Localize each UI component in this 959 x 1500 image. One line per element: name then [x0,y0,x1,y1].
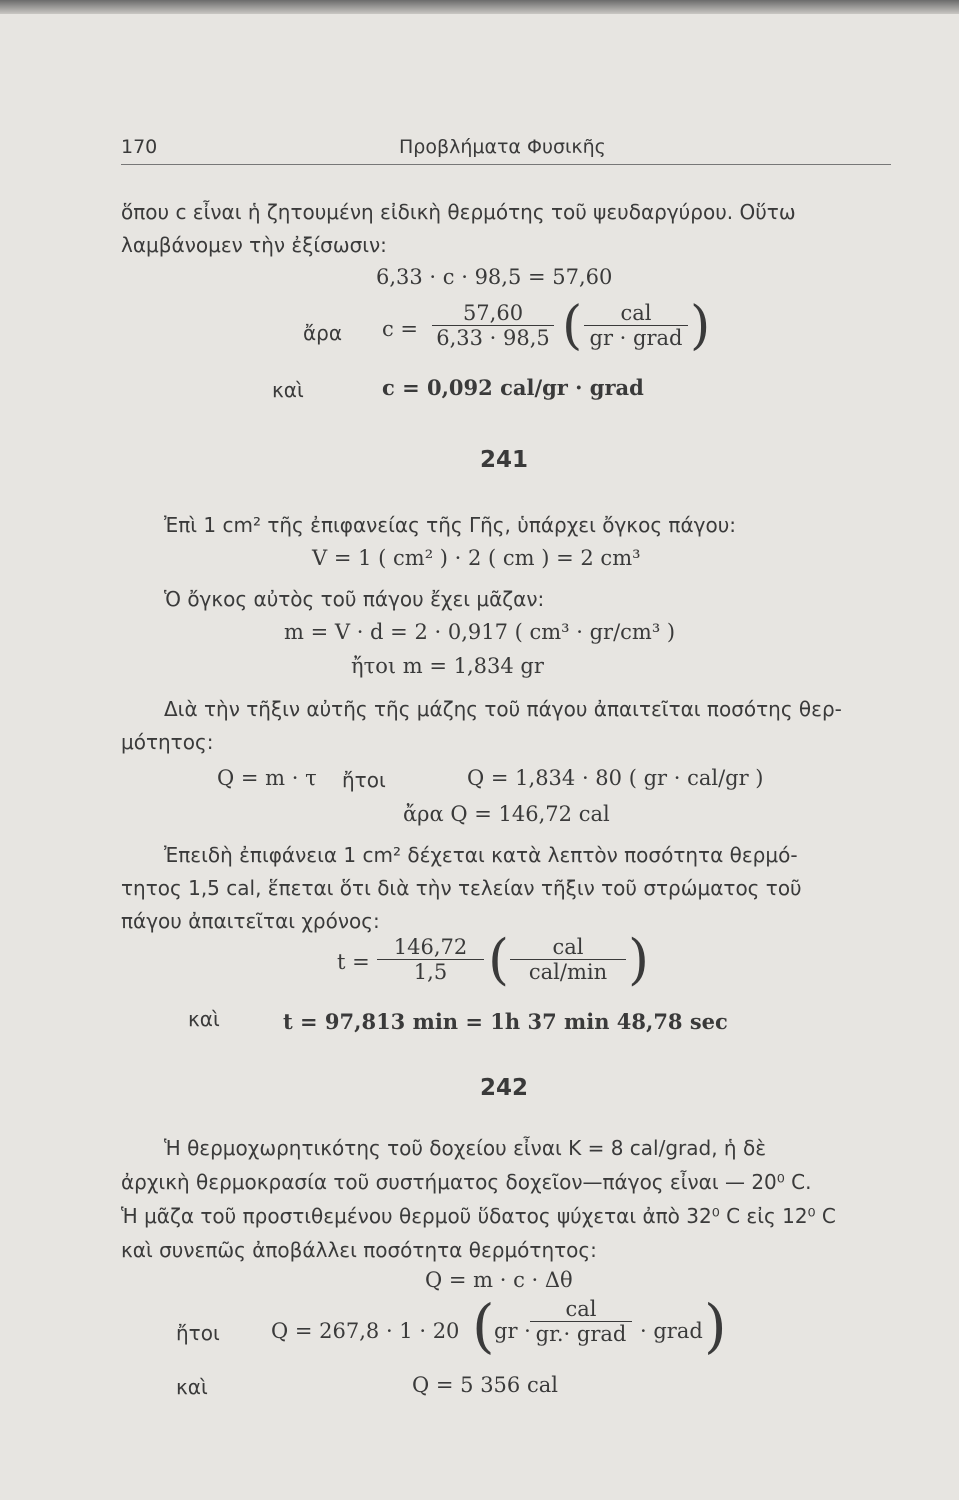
left-paren-icon: ( [488,928,510,991]
kai-label: καὶ [188,1007,220,1031]
c-equals: c = [382,317,419,341]
t-unit-denominator: cal/min [528,960,608,984]
p241-volume-eq: V = 1 ( cm² ) · 2 ( cm ) = 2 cm³ [312,546,641,570]
p241-mass-result: ἤτοι m = 1,834 gr [351,654,544,678]
t-denominator: 1,5 [413,960,448,984]
p242-unit-numerator: cal [565,1297,597,1321]
p242-unit-denominator: gr.· grad [535,1322,627,1346]
p242-line-4: καὶ συνεπῶς ἀποβάλλει ποσότητα θερμότητος: [121,1238,597,1262]
right-paren-icon: ) [690,296,711,356]
problem-number-241: 241 [480,447,529,473]
p242-heat-formula: Q = m · c · Δθ [425,1268,573,1292]
p241-line-1: Ἐπὶ 1 cm² τῆς ἐπιφανείας τῆς Γῆς, ὑπάρχει ὄγκος πάγου: [164,513,737,537]
p241-line-2: Ὁ ὄγκος αὐτὸς τοῦ πάγου ἔχει μᾶζαν: [164,587,545,611]
p242-line-2: ἀρχικὴ θερμοκρασία τοῦ συστήματος δοχεῖον—πάγος εἶναι — 20⁰ C. [121,1170,812,1194]
time-result: t = 97,813 min = 1h 37 min 48,78 sec [283,1009,728,1034]
p241-heat-formula: Q = m · τ [217,766,317,790]
t-equals: t = [337,950,370,974]
scan-top-edge [0,0,959,14]
p241-mass-eq: m = V · d = 2 · 0,917 ( cm³ · gr/cm³ ) [284,620,676,644]
c-fraction [432,301,554,350]
page-number: 170 [121,136,158,158]
p241-heat-result: ἄρα Q = 146,72 cal [403,802,610,826]
p242-heat-calc: Q = 267,8 · 1 · 20 [271,1319,460,1343]
right-paren-icon: ) [628,928,650,991]
running-title: Προβλήματα Φυσικῆς [399,136,606,158]
problem-number-242: 242 [480,1075,529,1101]
intro-line-1: ὅπου c εἶναι ἡ ζητουμένη εἰδικὴ θερμότης τοῦ ψευδαργύρου. Οὕτω [121,200,796,224]
p241-line-7: πάγου ἀπαιτεῖται χρόνος: [121,909,380,933]
kai-label: καὶ [272,378,304,402]
p241-heat-calc: Q = 1,834 · 80 ( gr · cal/gr ) [467,766,764,790]
p242-heat-result: Q = 5 356 cal [412,1373,558,1397]
p242-line-3: Ἡ μᾶζα τοῦ προστιθεμένου θερμοῦ ὕδατος ψύχεται ἀπὸ 32⁰ C εἰς 12⁰ C [121,1204,836,1228]
p241-line-6: τητος 1,5 cal, ἕπεται ὅτι διὰ τὴν τελείαν τῆξιν τοῦ στρώματος τοῦ [121,876,802,900]
ara-label: ἄρα [303,321,343,345]
page-header [121,134,891,165]
itoi-label: ἤτοι [176,1321,220,1345]
unit-numerator: cal [620,301,652,325]
p241-line-3: Διὰ τὴν τῆξιν αὐτῆς τῆς μάζης τοῦ πάγου ἀπαιτεῖται ποσότης θερ- [164,697,842,721]
p241-line-4: μότητος: [121,730,214,754]
p241-itoi: ἤτοι [342,768,386,792]
specific-heat-result: c = 0,092 cal/gr · grad [382,375,644,400]
unit-denominator: gr · grad [589,326,683,350]
p242-line-1: Ἡ θερμοχωρητικότης τοῦ δοχείου εἶναι K = 8 cal/grad, ἡ δὲ [164,1136,767,1160]
t-unit-fraction [510,935,626,984]
unit-fraction [584,301,688,350]
p241-line-5: Ἐπειδὴ ἐπιφάνεια 1 cm² δέχεται κατὰ λεπτὸν ποσότητα θερμό- [164,843,798,867]
t-fraction [377,935,484,984]
gr-dot: gr · [494,1319,531,1343]
right-paren-icon: ) [704,1292,727,1360]
t-unit-numerator: cal [552,935,584,959]
intro-line-2: λαμβάνομεν τὴν ἐξίσωσιν: [121,233,387,257]
c-fraction-denominator: 6,33 · 98,5 [436,326,550,350]
grad-tail: · grad [640,1319,703,1343]
c-fraction-numerator: 57,60 [462,301,524,325]
kai-label: καὶ [176,1375,208,1399]
t-numerator: 146,72 [393,935,468,959]
p242-unit-fraction [530,1297,632,1346]
equation-1: 6,33 · c · 98,5 = 57,60 [376,265,613,289]
left-paren-icon: ( [472,1292,495,1360]
left-paren-icon: ( [562,296,583,356]
